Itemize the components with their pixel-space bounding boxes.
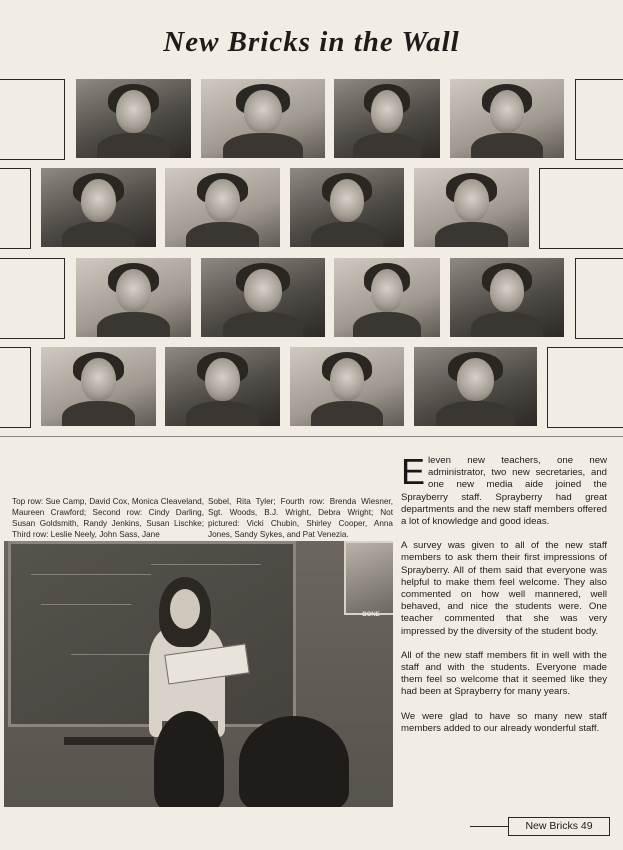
section-divider <box>0 436 623 437</box>
brick-frame-right <box>575 258 623 339</box>
folio-rule <box>470 826 510 827</box>
portrait-photo <box>414 347 537 426</box>
portrait-photo <box>290 168 404 247</box>
article-paragraph: All of the new staff members fit in well with the staff and with the students. Everyone made them feel so welcome that it seemed like they had been at Sprayberry for many years. <box>401 649 607 698</box>
wall-poster <box>344 541 393 615</box>
classroom-photo <box>4 541 393 807</box>
brick-frame-left <box>0 258 65 339</box>
page-title: New Bricks in the Wall <box>163 26 460 58</box>
poster-text: BONE <box>362 612 380 618</box>
portrait-photo <box>290 347 404 426</box>
student-silhouette <box>239 716 349 807</box>
article-paragraph: A survey was given to all of the new staff members to ask them their first impressions of Sprayberry. All of them said that everyone was helpful to make them feel welcome. They also commented on how well mannered, well behaved, and nice the students were. One teacher commented that she was very impressed by the diversity of the student body. <box>401 540 607 637</box>
portrait-photo <box>450 79 564 158</box>
brick-frame-left <box>0 168 31 249</box>
portrait-photo <box>41 168 156 247</box>
portrait-photo <box>76 258 191 337</box>
student-silhouette <box>154 711 224 807</box>
page-folio: New Bricks 49 <box>508 817 610 836</box>
article-paragraph: We were glad to have so many new staff members added to our already wonderful staff. <box>401 710 607 734</box>
portrait-photo <box>41 347 156 426</box>
portrait-photo <box>76 79 191 158</box>
portrait-photo <box>201 258 325 337</box>
brick-frame-right <box>539 168 623 249</box>
caption-left: Top row: Sue Camp, David Cox, Monica Cleaveland, Maureen Crawford; Second row: Cindy Darling, Susan Goldsmith, Randy Jenkins, Susan Lischke; Third row: Leslie Neely, John Sass, Jane <box>12 497 204 539</box>
portrait-photo <box>165 168 280 247</box>
portrait-photo <box>414 168 529 247</box>
portrait-photo <box>334 79 440 158</box>
brick-frame-left <box>0 79 65 160</box>
brick-frame-right <box>575 79 623 160</box>
portrait-photo <box>165 347 280 426</box>
article-paragraph: Eleven new teachers, one new administrator, two new secretaries, and one new media aide joined the Sprayberry staff. Sprayberry had great departments and the new staff members offered a lot of knowledge and good ideas. <box>401 451 607 528</box>
brick-frame-left <box>0 347 31 428</box>
portrait-photo <box>450 258 564 337</box>
portrait-photo <box>334 258 440 337</box>
drop-cap: E <box>401 451 426 492</box>
brick-frame-right <box>547 347 623 428</box>
portrait-photo <box>201 79 325 158</box>
article-body <box>401 451 607 747</box>
caption-right: Sobel, Rita Tyler; Fourth row: Brenda Wiesner, Sgt. Woods, B.J. Wright, Debra Wright; Not pictured: Vicki Chubin, Shirley Cooper, Anna Jones, Sandy Sykes, and Pat Venezia. <box>208 497 393 539</box>
